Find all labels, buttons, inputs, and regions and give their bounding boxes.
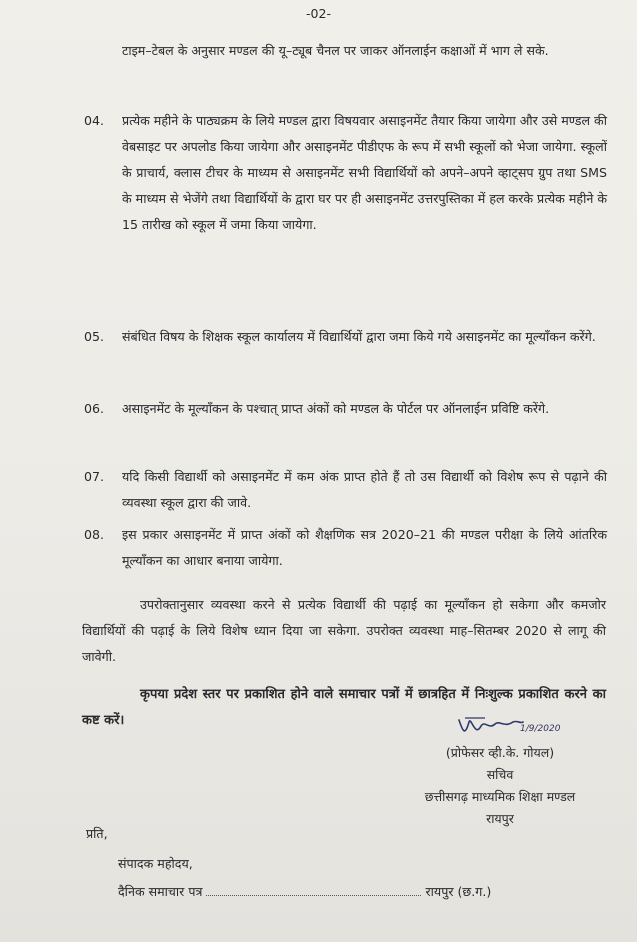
item-number-08: 08. bbox=[84, 527, 105, 542]
item-text-04: प्रत्येक महीने के पाठ्यक्रम के लिये मण्डल द्वारा विषयवार असाइनमेंट तैयार किया जायेगा और उसे मण्डल की वेबसाइट पर अपलोड किया जायेगा और असाइनमेंट पीडीएफ के रूप में सभी स्कूलों को भेजा जायेगा. स्कूलों के प्राचार्य, क्लास टीचर के माध्यम से असाइनमेंट सभी विद्यार्थियों को अपने–अपने व्हाट्सप ग्रुप तथा SMS के माध्यम से भेजेंगे तथा विद्यार्थियों के द्वारा घर पर ही असाइनमेंट उत्तरपुस्तिका में हल करके प्रत्येक महीने के 15 तारीख को स्कूल में जमा किया जायेगा. bbox=[122, 113, 607, 232]
signatory-organization: छत्तीसगढ़ माध्यमिक शिक्षा मण्डल bbox=[424, 789, 576, 804]
page-number: -02- bbox=[306, 6, 331, 21]
signatory-block bbox=[395, 742, 605, 830]
item-text-07: यदि किसी विद्यार्थी को असाइनमेंट में कम अंक प्राप्त होते हैं तो उस विद्यार्थी को विशेष रूप से पढ़ाने की व्यवस्था स्कूल द्वारा की जावे. bbox=[122, 469, 607, 510]
item-number-04: 04. bbox=[84, 113, 105, 128]
signature-date: 1/9/2020 bbox=[520, 724, 561, 734]
item-text-08: इस प्रकार असाइनमेंट में प्राप्त अंकों को शैक्षणिक सत्र 2020–21 की मण्डल परीक्षा के लिये आंतरिक मूल्यॉंकन का आधार बनाया जायेगा. bbox=[122, 527, 607, 568]
item-number-05: 05. bbox=[84, 329, 105, 344]
recipient-addressee: संपादक महोदय, bbox=[118, 856, 193, 871]
publication-request: कृपया प्रदेश स्तर पर प्रकाशित होने वाले समाचार पत्रों में छात्रहित में निःशुल्क प्रकाशित करने का कष्ट करें। bbox=[82, 687, 606, 728]
signatory-name: (प्रोफेसर व्ही.के. गोयल) bbox=[445, 745, 555, 760]
recipient-paper-line bbox=[118, 880, 491, 904]
summary-paragraph: उपरोक्तानुसार व्यवस्था करने से प्रत्येक विद्यार्थी की पढ़ाई का मूल्यॉंकन हो सकेगा और कमजोर विद्यार्थियों की पढ़ाई के लिये विशेष ध्यान दिया जा सकेगा. उपरोक्त व्यवस्था माह–सितम्बर 2020 से लागू की जावेगी. bbox=[82, 597, 606, 664]
handwritten-signature bbox=[455, 712, 525, 744]
continuation-paragraph: टाइम–टेबल के अनुसार मण्डल की यू–ट्यूब चैनल पर जाकर ऑनलाईन कक्षाओं में भाग ले सके. bbox=[122, 43, 549, 58]
recipient-prefix: प्रति, bbox=[86, 826, 108, 841]
blank-fill-line bbox=[206, 885, 421, 896]
item-number-06: 06. bbox=[84, 401, 105, 416]
paper-label: दैनिक समाचार पत्र bbox=[118, 884, 203, 899]
item-text-05: संबंधित विषय के शिक्षक स्कूल कार्यालय में विद्यार्थियों द्वारा जमा किये गये असाइनमेंट का मूल्यॉंकन करेंगे. bbox=[122, 329, 596, 344]
signatory-designation: सचिव bbox=[486, 767, 514, 782]
paper-city-state: रायपुर (छ.ग.) bbox=[425, 884, 492, 899]
item-number-07: 07. bbox=[84, 469, 105, 484]
item-text-06: असाइनमेंट के मूल्यॉंकन के पश्चात् प्राप्त अंकों को मण्डल के पोर्टल पर ऑनलाईन प्रविष्टि करेंगे. bbox=[122, 401, 550, 416]
signatory-city: रायपुर bbox=[486, 811, 514, 826]
